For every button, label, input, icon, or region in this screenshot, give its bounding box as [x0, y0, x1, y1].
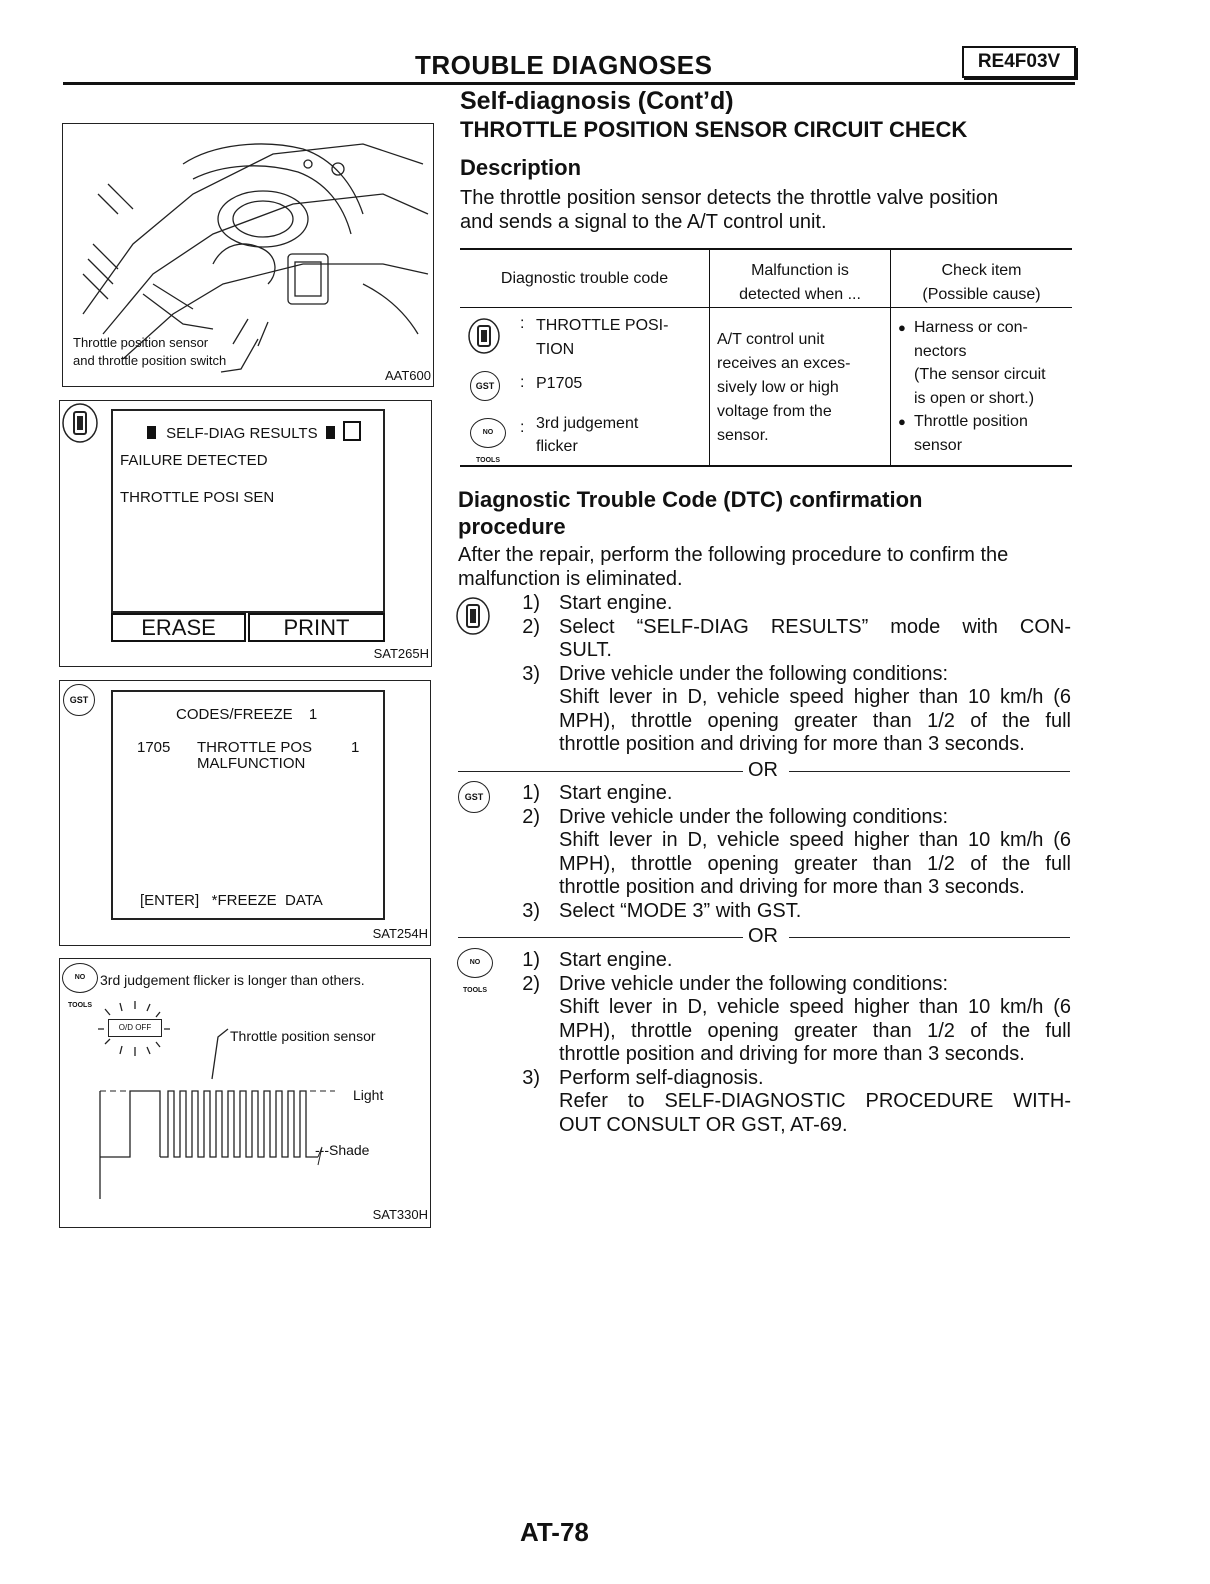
malfunction-line: receives an exces-	[717, 355, 851, 372]
label-line: Throttle position sensor	[73, 335, 209, 350]
step-number: 1)	[522, 949, 540, 971]
step-text: Start engine.	[559, 592, 673, 614]
dtc-description: THROTTLE POS	[197, 739, 313, 756]
code-consult	[536, 314, 668, 362]
dtc-description: MALFUNCTION	[197, 755, 306, 772]
step-text: Select “SELF-DIAG RESULTS” mode with CON-	[559, 615, 1071, 638]
gst-display	[111, 690, 385, 920]
gst-screen-title	[176, 706, 317, 723]
figure-code: SAT254H	[372, 926, 428, 941]
engine-figure-label	[73, 334, 226, 370]
step-item	[500, 1067, 1072, 1138]
gst-screen-figure	[59, 680, 431, 946]
step-item	[500, 592, 1072, 616]
step-text: SULT.	[559, 639, 612, 661]
description-line: The throttle position sensor detects the throttle valve position	[460, 187, 999, 209]
step-number: 2)	[522, 805, 540, 828]
dtc-count: 1	[351, 739, 360, 756]
gst-screen-footer: [ENTER] *FREEZE DATA	[140, 892, 323, 909]
table-header-malfunction	[710, 259, 890, 307]
heading-line: procedure	[458, 514, 566, 539]
check-line: Throttle position	[914, 413, 1028, 430]
step-number: 2)	[522, 972, 540, 995]
code-line: 3rd judgement	[536, 415, 639, 432]
sensor-label: Throttle position sensor	[230, 1028, 376, 1044]
step-item	[500, 806, 1072, 900]
figure-code: AAT600	[384, 368, 431, 383]
section-title: Self-diagnosis (Cont’d)	[460, 87, 734, 115]
table-header-check	[891, 259, 1072, 307]
consult-steps	[500, 592, 1072, 757]
gst-steps	[500, 782, 1072, 923]
step-item	[500, 973, 1072, 1067]
step-text: MPH), throttle opening greater than 1/2 of the full	[559, 1019, 1071, 1042]
no-tools-icon: NO TOOLS	[62, 963, 98, 993]
step-text: Shift lever in D, vehicle speed higher than 10 km/h (6	[559, 686, 1071, 708]
screen-title: SELF-DIAG RESULTS	[166, 425, 318, 442]
model-code-badge: RE4F03V	[962, 46, 1076, 78]
description-line: and sends a signal to the A/T control unit.	[460, 210, 827, 233]
code-separator: :	[520, 419, 525, 436]
step-number: 3)	[522, 1066, 540, 1089]
figure-code: SAT265H	[373, 646, 429, 661]
flicker-figure	[59, 958, 431, 1228]
or-divider-line	[458, 937, 743, 938]
step-text: throttle position and driving for more than 3 seconds.	[559, 876, 1025, 898]
screen-title-count: 1	[308, 706, 318, 723]
table-header-line: detected when ...	[739, 286, 861, 303]
section-subtitle: THROTTLE POSITION SENSOR CIRCUIT CHECK	[460, 117, 968, 142]
light-label: Light	[353, 1087, 384, 1103]
erase-button[interactable]: ERASE	[111, 613, 246, 642]
or-divider-line	[789, 937, 1070, 938]
table-header-line: (Possible cause)	[922, 286, 1041, 303]
step-text: Start engine.	[559, 782, 673, 804]
or-divider-line	[789, 771, 1070, 772]
no-tools-icon: NO TOOLS	[457, 948, 493, 978]
page-number: AT-78	[520, 1517, 589, 1547]
step-text: Select “MODE 3” with GST.	[559, 899, 802, 922]
step-text: Drive vehicle under the following conditions:	[559, 662, 949, 685]
consult-icon	[62, 403, 98, 443]
code-line: flicker	[536, 438, 578, 455]
no-tools-icon: NO TOOLS	[470, 418, 506, 448]
check-item	[898, 316, 1046, 410]
code-line: TION	[536, 341, 575, 358]
step-text: Shift lever in D, vehicle speed higher than 10 km/h (6	[559, 996, 1071, 1018]
table-header-dtc: Diagnostic trouble code	[500, 270, 669, 287]
step-number: 1)	[522, 592, 540, 614]
or-label: OR	[748, 759, 778, 781]
step-text: Start engine.	[559, 949, 673, 971]
figure-code: SAT330H	[372, 1207, 428, 1222]
step-text: MPH), throttle opening greater than 1/2 of the full	[559, 709, 1071, 732]
step-text: throttle position and driving for more than 3 seconds.	[559, 733, 1025, 755]
step-item	[500, 782, 1072, 806]
label-line: and throttle position switch	[73, 353, 227, 368]
or-label: OR	[748, 925, 778, 947]
step-item	[500, 949, 1072, 973]
code-gst: P1705	[536, 375, 583, 392]
description-heading: Description	[460, 155, 582, 180]
malfunction-line: A/T control unit	[717, 331, 825, 348]
gst-icon: GST	[470, 371, 500, 401]
dtc-procedure-intro	[458, 544, 1008, 591]
dtc-procedure-heading	[458, 486, 922, 540]
title-marker	[326, 426, 335, 439]
intro-line: malfunction is eliminated.	[458, 567, 683, 590]
bullet: ●	[898, 320, 906, 335]
flicker-waveform	[60, 959, 430, 1227]
od-off-lamp: O/D OFF	[108, 1019, 162, 1037]
step-item	[500, 900, 1072, 924]
code-separator: :	[520, 315, 525, 332]
check-line: nectors	[914, 342, 967, 360]
consult-screen-figure	[59, 400, 432, 667]
page-header-title: TROUBLE DIAGNOSES	[415, 50, 713, 80]
table-header-line: Check item	[941, 262, 1022, 279]
malfunction-line: sively low or high	[717, 379, 839, 396]
intro-line: After the repair, perform the following procedure to confirm the	[458, 544, 1009, 566]
no-tools-steps	[500, 949, 1072, 1137]
step-text: OUT CONSULT OR GST, AT-69.	[559, 1113, 848, 1136]
step-number: 1)	[522, 782, 540, 804]
screen-title: CODES/FREEZE	[176, 706, 293, 723]
step-text: Shift lever in D, vehicle speed higher than 10 km/h (6	[559, 829, 1071, 851]
consult-icon	[456, 597, 490, 633]
header-rule	[63, 82, 1075, 85]
step-text: Drive vehicle under the following conditions:	[559, 972, 949, 995]
step-item	[500, 616, 1072, 663]
heading-line: Diagnostic Trouble Code (DTC) confirmation	[458, 487, 923, 512]
gst-icon: GST	[458, 781, 490, 813]
print-button[interactable]: PRINT	[248, 613, 385, 642]
code-separator: :	[520, 374, 525, 391]
check-line: Harness or con-	[914, 319, 1028, 336]
dtc-table	[460, 248, 1072, 467]
step-text: Refer to SELF-DIAGNOSTIC PROCEDURE WITH-	[559, 1090, 1071, 1112]
check-item	[898, 410, 1046, 457]
code-no-tools	[536, 412, 638, 458]
consult-display	[111, 409, 385, 613]
screen-checkbox	[343, 421, 361, 441]
malfunction-line: sensor.	[717, 427, 769, 444]
engine-figure	[62, 123, 434, 387]
gst-icon: GST	[63, 684, 95, 716]
step-text: Drive vehicle under the following conditions:	[559, 805, 949, 828]
title-marker	[147, 426, 156, 439]
consult-icon	[468, 318, 500, 350]
step-text: Perform self-diagnosis.	[559, 1066, 764, 1089]
bullet: ●	[898, 414, 906, 429]
dtc-code: 1705	[137, 739, 171, 756]
malfunction-line: voltage from the	[717, 403, 832, 420]
step-text: MPH), throttle opening greater than 1/2 of the full	[559, 852, 1071, 875]
screen-line: FAILURE DETECTED	[120, 452, 268, 469]
description-text	[460, 187, 998, 234]
step-number: 3)	[522, 899, 540, 922]
screen-title-row	[147, 421, 361, 442]
table-header-line: Malfunction is	[751, 262, 849, 279]
shade-label: ---Shade	[315, 1142, 370, 1158]
check-line: is open or short.)	[914, 389, 1035, 407]
screen-line: THROTTLE POSI SEN	[120, 489, 275, 506]
or-divider-line	[458, 771, 743, 772]
step-text: throttle position and driving for more than 3 seconds.	[559, 1043, 1025, 1065]
step-number: 2)	[522, 615, 540, 638]
check-line: (The sensor circuit	[914, 366, 1046, 383]
step-item	[500, 663, 1072, 757]
check-cell	[898, 316, 1046, 457]
flicker-caption: 3rd judgement flicker is longer than others.	[100, 972, 365, 988]
malfunction-cell	[717, 328, 850, 448]
step-number: 3)	[522, 662, 540, 685]
check-line: sensor	[914, 436, 963, 454]
code-line: THROTTLE POSI-	[536, 317, 669, 334]
